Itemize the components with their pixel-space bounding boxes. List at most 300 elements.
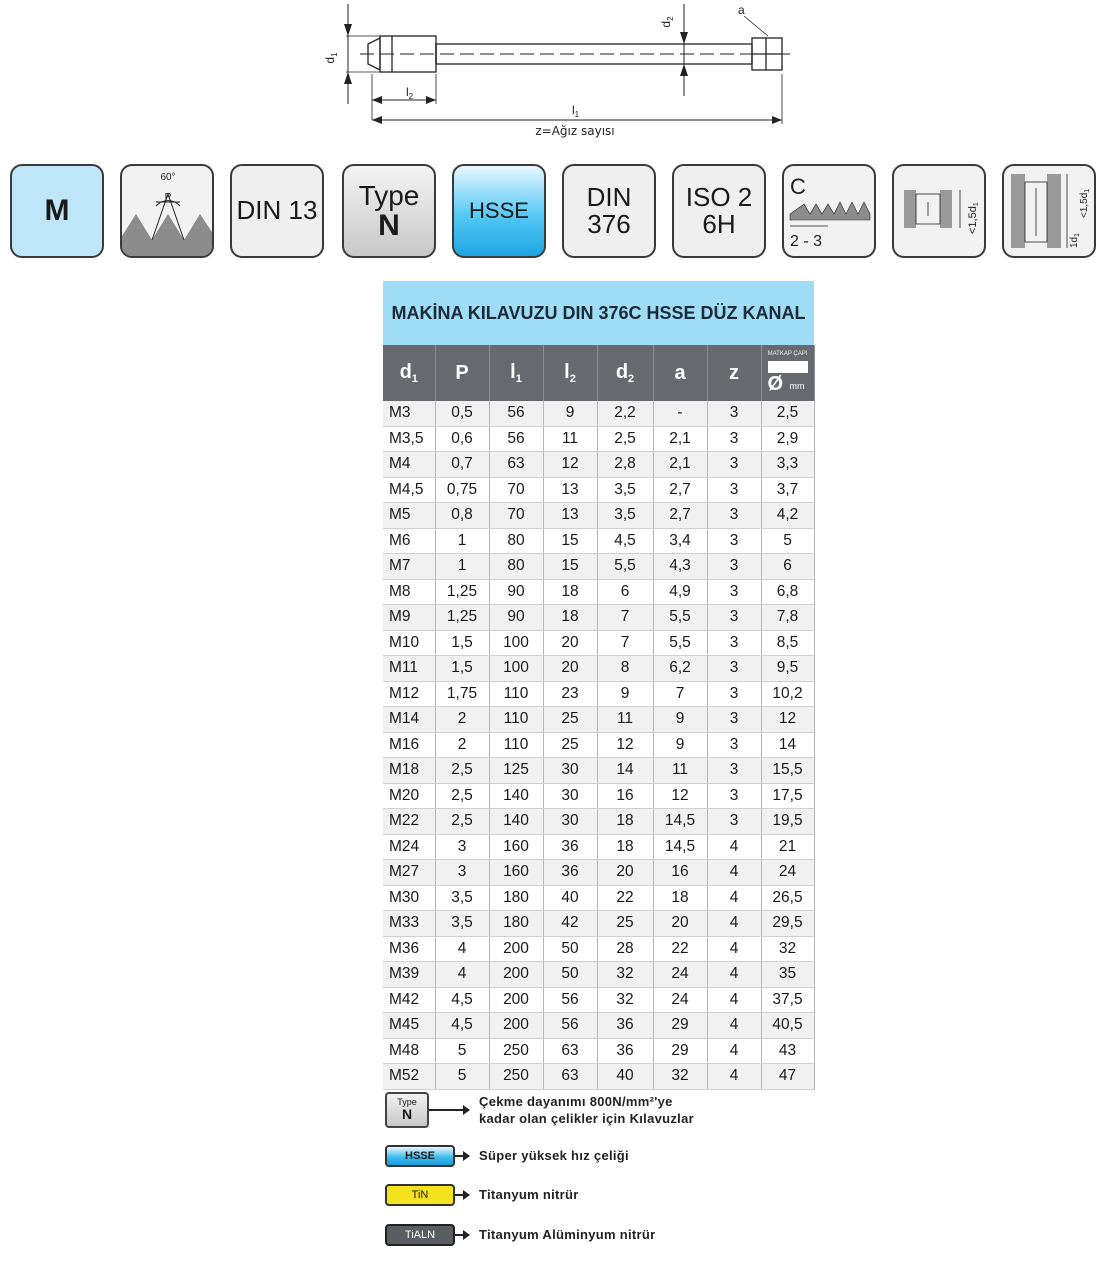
table-cell: 47 xyxy=(761,1064,814,1090)
legend-tialn-label: TiALN xyxy=(404,1229,436,1241)
table-cell: 50 xyxy=(543,962,597,988)
din13-icon xyxy=(230,164,324,258)
table-cell: 180 xyxy=(489,911,543,937)
table-cell: 24 xyxy=(761,860,814,886)
table-cell: 12 xyxy=(597,732,653,758)
tap-dimensions-table xyxy=(383,345,815,1090)
legend-tialn-badge xyxy=(385,1224,455,1246)
column-header xyxy=(653,345,707,401)
table-cell: 3,5 xyxy=(597,503,653,529)
table-cell: 110 xyxy=(489,732,543,758)
table-row xyxy=(383,1013,814,1039)
table-cell: 32 xyxy=(653,1064,707,1090)
table-cell: M42 xyxy=(383,987,435,1013)
table-cell: M16 xyxy=(383,732,435,758)
table-cell: 4 xyxy=(707,1038,761,1064)
table-cell: 42 xyxy=(543,911,597,937)
table-cell: 63 xyxy=(543,1038,597,1064)
table-row xyxy=(383,860,814,886)
table-cell: 0,7 xyxy=(435,452,489,478)
table-cell: M11 xyxy=(383,656,435,682)
table-cell: 2,5 xyxy=(435,783,489,809)
table-row xyxy=(383,452,814,478)
din376-icon xyxy=(562,164,656,258)
table-cell: 3 xyxy=(707,809,761,835)
table-cell: 4 xyxy=(707,885,761,911)
table-cell: 18 xyxy=(543,579,597,605)
table-cell: 16 xyxy=(597,783,653,809)
label-d2: d xyxy=(659,20,673,28)
table-cell: 140 xyxy=(489,809,543,835)
chamfer-form-svg xyxy=(784,166,874,256)
table-cell: 4 xyxy=(707,1013,761,1039)
hsse-label: HSSE xyxy=(469,198,529,223)
table-cell: 15 xyxy=(543,528,597,554)
table-cell: 5,5 xyxy=(653,630,707,656)
table-cell: 40 xyxy=(543,885,597,911)
table-cell: M22 xyxy=(383,809,435,835)
table-cell: 0,6 xyxy=(435,426,489,452)
table-cell: 22 xyxy=(653,936,707,962)
table-cell: 28 xyxy=(597,936,653,962)
through-hole-depth-icon xyxy=(1002,164,1096,258)
table-cell: M3 xyxy=(383,401,435,426)
table-cell: 1 xyxy=(435,528,489,554)
column-header-subscript: 2 xyxy=(628,373,635,385)
table-cell: 180 xyxy=(489,885,543,911)
table-cell: 25 xyxy=(597,911,653,937)
table-cell: 3 xyxy=(707,554,761,580)
table-cell: M36 xyxy=(383,936,435,962)
table-cell: 20 xyxy=(653,911,707,937)
table-cell: M3,5 xyxy=(383,426,435,452)
chamfer-form-label: C xyxy=(790,174,806,199)
column-header xyxy=(597,345,653,401)
table-row xyxy=(383,707,814,733)
table-cell: 20 xyxy=(597,860,653,886)
legend-type-n-badge xyxy=(385,1092,429,1128)
table-cell: 3 xyxy=(435,860,489,886)
legend-type-n xyxy=(385,1092,785,1132)
label-d1-sub: 1 xyxy=(330,52,339,57)
table-cell: 125 xyxy=(489,758,543,784)
column-header xyxy=(383,345,435,401)
table-cell: 29 xyxy=(653,1038,707,1064)
table-row xyxy=(383,936,814,962)
table-cell: 40,5 xyxy=(761,1013,814,1039)
table-cell: 25 xyxy=(543,707,597,733)
table-cell: 4 xyxy=(707,834,761,860)
legend-type-n-text-line2: kadar olan çelikler için Kılavuzlar xyxy=(479,1110,694,1126)
table-row xyxy=(383,962,814,988)
legend-arrow xyxy=(455,1194,469,1196)
table-cell: 29 xyxy=(653,1013,707,1039)
table-cell: 2,5 xyxy=(761,401,814,426)
legend-hsse-text: Süper yüksek hız çeliği xyxy=(479,1148,629,1163)
table-cell: 3 xyxy=(707,452,761,478)
table-row xyxy=(383,656,814,682)
pitch-label: P xyxy=(164,192,172,203)
table-cell: 1,25 xyxy=(435,605,489,631)
table-cell: 90 xyxy=(489,579,543,605)
table-row xyxy=(383,426,814,452)
table-header-row xyxy=(383,345,814,401)
table-cell: M8 xyxy=(383,579,435,605)
table-cell: 2 xyxy=(435,732,489,758)
table-cell: 4 xyxy=(707,962,761,988)
legend-hsse-label: HSSE xyxy=(405,1150,435,1162)
din376-line2: 376 xyxy=(587,209,631,239)
depth-max-label: <1,5d xyxy=(1079,192,1090,218)
table-cell: 8,5 xyxy=(761,630,814,656)
table-cell: 12 xyxy=(761,707,814,733)
table-cell: 4 xyxy=(435,936,489,962)
table-cell: 17,5 xyxy=(761,783,814,809)
table-cell: 12 xyxy=(543,452,597,478)
table-row xyxy=(383,554,814,580)
table-cell: 100 xyxy=(489,656,543,682)
table-row xyxy=(383,809,814,835)
table-cell: 5 xyxy=(761,528,814,554)
table-row xyxy=(383,885,814,911)
table-row xyxy=(383,1038,814,1064)
table-cell: 3,3 xyxy=(761,452,814,478)
depth-label: <1,5d xyxy=(967,206,979,234)
table-cell: 160 xyxy=(489,834,543,860)
iso-tolerance-icon xyxy=(672,164,766,258)
label-l1-sub: 1 xyxy=(574,110,580,119)
table-cell: 14 xyxy=(597,758,653,784)
table-cell: 2,8 xyxy=(597,452,653,478)
table-cell: M10 xyxy=(383,630,435,656)
table-cell: M45 xyxy=(383,1013,435,1039)
table-cell: 43 xyxy=(761,1038,814,1064)
blind-hole-depth-icon xyxy=(892,164,986,258)
table-cell: 4,3 xyxy=(653,554,707,580)
din13-label: DIN 13 xyxy=(236,195,318,226)
table-cell: 12 xyxy=(653,783,707,809)
table-cell: 200 xyxy=(489,936,543,962)
table-cell: 18 xyxy=(543,605,597,631)
column-header xyxy=(707,345,761,401)
table-cell: 9 xyxy=(543,401,597,426)
table-cell: 20 xyxy=(543,630,597,656)
table-row xyxy=(383,605,814,631)
table-cell: 4,5 xyxy=(435,1013,489,1039)
table-cell: 30 xyxy=(543,758,597,784)
table-cell: M24 xyxy=(383,834,435,860)
table-row xyxy=(383,528,814,554)
table-cell: 18 xyxy=(597,809,653,835)
table-cell: 3 xyxy=(707,503,761,529)
table-cell: 32 xyxy=(597,962,653,988)
svg-text:l1 xyxy=(572,103,580,119)
table-cell: 9 xyxy=(597,681,653,707)
table-cell: 70 xyxy=(489,477,543,503)
table-cell: 2,5 xyxy=(435,809,489,835)
label-l2-sub: 2 xyxy=(408,92,414,101)
table-cell: 7 xyxy=(597,605,653,631)
column-header xyxy=(543,345,597,401)
table-cell: 63 xyxy=(543,1064,597,1090)
table-cell: 200 xyxy=(489,962,543,988)
legend-tin-badge xyxy=(385,1184,455,1206)
label-a: a xyxy=(738,3,745,17)
table-row xyxy=(383,503,814,529)
table-cell: M4 xyxy=(383,452,435,478)
table-cell: 4 xyxy=(707,936,761,962)
depth-max-sub: 1 xyxy=(1084,188,1091,193)
column-header-symbol: l xyxy=(564,361,570,383)
table-row xyxy=(383,987,814,1013)
table-cell: 4,5 xyxy=(435,987,489,1013)
table-cell: 2 xyxy=(435,707,489,733)
label-l1: l xyxy=(572,103,575,117)
table-cell: 3 xyxy=(707,707,761,733)
table-cell: 2,7 xyxy=(653,503,707,529)
type-n-label: N xyxy=(378,208,400,242)
chamfer-threads-label: 2 - 3 xyxy=(790,233,823,250)
label-d2-sub: 2 xyxy=(666,16,675,21)
column-header-symbol: d xyxy=(399,361,412,383)
table-cell: 37,5 xyxy=(761,987,814,1013)
svg-text:1d1 xyxy=(1069,233,1081,248)
svg-text:d2 xyxy=(659,16,675,28)
table-cell: 6 xyxy=(597,579,653,605)
table-cell: 2,7 xyxy=(653,477,707,503)
table-cell: 32 xyxy=(761,936,814,962)
table-cell: 56 xyxy=(543,987,597,1013)
table-cell: M48 xyxy=(383,1038,435,1064)
legend-hsse xyxy=(385,1145,785,1185)
table-cell: 5 xyxy=(435,1064,489,1090)
legend-type-n-text xyxy=(479,1094,694,1128)
table-cell: 4 xyxy=(435,962,489,988)
drill-header-caption: MATKAP ÇAPI xyxy=(767,351,808,357)
table-cell: 30 xyxy=(543,809,597,835)
table-cell: 6 xyxy=(761,554,814,580)
table-cell: 160 xyxy=(489,860,543,886)
table-cell: 24 xyxy=(653,962,707,988)
table-cell: 80 xyxy=(489,554,543,580)
table-cell: 10,2 xyxy=(761,681,814,707)
legend-tin-text: Titanyum nitrür xyxy=(479,1187,579,1202)
depth-min-sub: 1 xyxy=(1074,232,1081,237)
table-cell: 3 xyxy=(707,656,761,682)
table-cell: 2,2 xyxy=(597,401,653,426)
svg-text:d1 xyxy=(323,52,339,64)
table-cell: 13 xyxy=(543,477,597,503)
table-cell: 2,5 xyxy=(597,426,653,452)
svg-text:<1,5d1 xyxy=(1079,189,1091,218)
table-cell: M4,5 xyxy=(383,477,435,503)
column-header-symbol: P xyxy=(455,361,469,384)
table-cell: 4,2 xyxy=(761,503,814,529)
table-cell: 36 xyxy=(543,860,597,886)
table-cell: 3,5 xyxy=(435,911,489,937)
type-label: Type xyxy=(358,179,420,211)
table-cell: 0,75 xyxy=(435,477,489,503)
table-cell: 9,5 xyxy=(761,656,814,682)
table-cell: 90 xyxy=(489,605,543,631)
table-cell: 36 xyxy=(597,1038,653,1064)
legend-tin xyxy=(385,1184,785,1224)
legend-type-label: Type xyxy=(397,1096,417,1107)
table-cell: 11 xyxy=(653,758,707,784)
metric-thread-icon xyxy=(10,164,104,258)
table-cell: 30 xyxy=(543,783,597,809)
table-cell: 11 xyxy=(597,707,653,733)
column-header-subscript: 1 xyxy=(515,373,522,385)
table-cell: 3 xyxy=(707,605,761,631)
table-cell: M5 xyxy=(383,503,435,529)
diameter-symbol: Ø xyxy=(767,373,784,395)
table-cell: 40 xyxy=(597,1064,653,1090)
legend-arrow xyxy=(429,1109,469,1111)
table-cell: 16 xyxy=(653,860,707,886)
table-cell: 18 xyxy=(597,834,653,860)
drill-diameter-header xyxy=(761,345,814,401)
table-cell: M6 xyxy=(383,528,435,554)
table-cell: 19,5 xyxy=(761,809,814,835)
table-row xyxy=(383,1064,814,1090)
table-cell: 9 xyxy=(653,732,707,758)
table-cell: 70 xyxy=(489,503,543,529)
table-cell: 100 xyxy=(489,630,543,656)
table-cell: M12 xyxy=(383,681,435,707)
table-cell: 1,25 xyxy=(435,579,489,605)
table-row xyxy=(383,783,814,809)
table-row xyxy=(383,834,814,860)
table-cell: 3,5 xyxy=(597,477,653,503)
table-cell: 0,8 xyxy=(435,503,489,529)
table-cell: 23 xyxy=(543,681,597,707)
depth-label-sub: 1 xyxy=(973,202,980,207)
table-title: MAKİNA KILAVUZU DIN 376C HSSE DÜZ KANAL xyxy=(383,281,814,345)
table-cell: 50 xyxy=(543,936,597,962)
legend-tin-label: TiN xyxy=(411,1189,429,1201)
table-cell: 8 xyxy=(597,656,653,682)
metric-thread-label: M xyxy=(44,194,70,227)
table-cell: 56 xyxy=(489,426,543,452)
legend-type-n-text-line1: Çekme dayanımı 800N/mm²'ye xyxy=(479,1094,673,1109)
table-cell: 110 xyxy=(489,681,543,707)
table-cell: 4,9 xyxy=(653,579,707,605)
table-cell: 3 xyxy=(707,426,761,452)
table-cell: 4 xyxy=(707,1064,761,1090)
column-header-subscript: 1 xyxy=(411,373,418,385)
table-cell: 3 xyxy=(707,579,761,605)
angle-label: 60° xyxy=(160,172,176,183)
table-cell: 22 xyxy=(597,885,653,911)
table-cell: 3 xyxy=(707,732,761,758)
table-cell: 3 xyxy=(707,528,761,554)
table-cell: 9 xyxy=(653,707,707,733)
table-cell: 80 xyxy=(489,528,543,554)
table-cell: 1,5 xyxy=(435,656,489,682)
hsse-icon xyxy=(452,164,546,258)
table-cell: 3 xyxy=(707,630,761,656)
table-cell: 5,5 xyxy=(653,605,707,631)
table-cell: M39 xyxy=(383,962,435,988)
column-header-symbol: a xyxy=(674,361,686,384)
drill-bit-icon xyxy=(768,361,808,373)
table-cell: 21 xyxy=(761,834,814,860)
table-cell: 6,2 xyxy=(653,656,707,682)
table-cell: M52 xyxy=(383,1064,435,1090)
table-cell: 15,5 xyxy=(761,758,814,784)
iso-line2: 6H xyxy=(702,209,736,239)
column-header-symbol: d xyxy=(615,361,629,383)
table-cell: M9 xyxy=(383,605,435,631)
thread-profile-icon xyxy=(120,164,214,258)
column-header-subscript: 2 xyxy=(569,373,576,385)
table-cell: 36 xyxy=(543,834,597,860)
column-header-symbol: z xyxy=(729,361,739,384)
table-cell: 3 xyxy=(707,401,761,426)
table-cell: 2,1 xyxy=(653,426,707,452)
table-cell: 26,5 xyxy=(761,885,814,911)
table-cell: 0,5 xyxy=(435,401,489,426)
table-cell: M33 xyxy=(383,911,435,937)
table-cell: 110 xyxy=(489,707,543,733)
table-cell: 3 xyxy=(707,758,761,784)
table-cell: 200 xyxy=(489,987,543,1013)
legend-arrow xyxy=(455,1234,469,1236)
table-row xyxy=(383,477,814,503)
table-cell: 14 xyxy=(761,732,814,758)
chamfer-form-icon xyxy=(782,164,876,258)
table-cell: 24 xyxy=(653,987,707,1013)
table-cell: 140 xyxy=(489,783,543,809)
through-hole-depth-svg xyxy=(1007,166,1091,256)
blind-hole-depth-svg xyxy=(894,166,984,256)
column-header xyxy=(489,345,543,401)
table-cell: 13 xyxy=(543,503,597,529)
legend-arrow xyxy=(455,1155,469,1157)
table-cell: 56 xyxy=(489,401,543,426)
table-cell: 32 xyxy=(597,987,653,1013)
table-body xyxy=(383,401,814,1089)
table-cell: 250 xyxy=(489,1064,543,1090)
label-d1: d xyxy=(323,56,337,64)
thread-profile-svg xyxy=(122,166,212,256)
svg-text:<1,5d1 xyxy=(967,202,980,234)
table-cell: 2,5 xyxy=(435,758,489,784)
svg-text:l2 xyxy=(406,85,414,101)
table-cell: M27 xyxy=(383,860,435,886)
table-cell: M18 xyxy=(383,758,435,784)
table-cell: 5,5 xyxy=(597,554,653,580)
table-cell: 6,8 xyxy=(761,579,814,605)
table-cell: 14,5 xyxy=(653,809,707,835)
table-row xyxy=(383,732,814,758)
depth-min-label: 1d xyxy=(1069,236,1080,248)
table-cell: 3 xyxy=(435,834,489,860)
legend-tialn-text: Titanyum Alüminyum nitrür xyxy=(479,1227,656,1242)
table-cell: 56 xyxy=(543,1013,597,1039)
table-cell: 2,9 xyxy=(761,426,814,452)
table-cell: 200 xyxy=(489,1013,543,1039)
feature-icon-strip xyxy=(10,164,1090,262)
table-cell: 20 xyxy=(543,656,597,682)
table-cell: M30 xyxy=(383,885,435,911)
legend-type-n-label: N xyxy=(401,1106,413,1123)
table-cell: 250 xyxy=(489,1038,543,1064)
table-row xyxy=(383,579,814,605)
table-cell: 3 xyxy=(707,783,761,809)
table-cell: M14 xyxy=(383,707,435,733)
